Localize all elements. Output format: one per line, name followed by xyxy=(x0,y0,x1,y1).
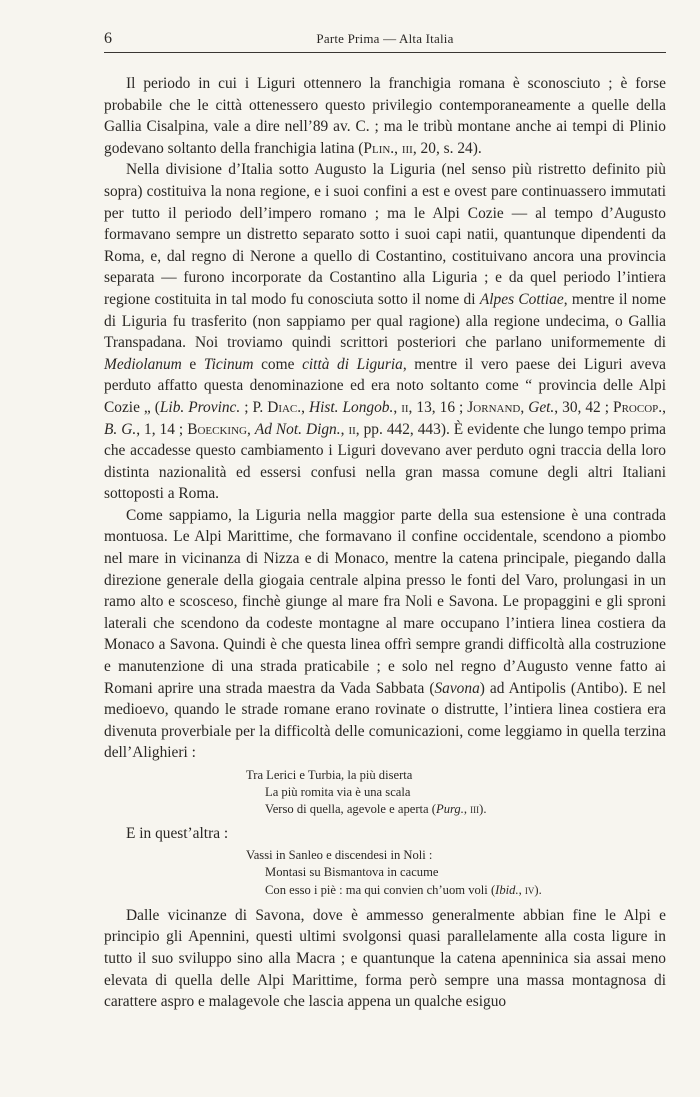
page-header xyxy=(104,26,666,48)
italic-text: Ad Not. Dign. xyxy=(254,420,341,438)
text-run: ; P. xyxy=(240,398,268,416)
text-run: e xyxy=(181,355,204,373)
text-run: , xyxy=(520,398,529,416)
italic-text: Purg. xyxy=(436,802,464,817)
page-number: 6 xyxy=(104,30,112,47)
text-run: Come sappiamo, la Liguria nella maggior parte della sua estensione è una contrada montuosa. Le Alpi Marittime, che formavano il confine occidentale, scendono a piombo nel mare in vicinanza di Nizza e di Monaco, mentre la catena principale, piegando dalla direzione generale della giogaia centrale alpina presso le fonti del Varo, prolungasi in un ramo alto e scosceso, finchè giunge al mare fra Noli e Savona. Le propaggini e gli sproni laterali che scendono da codeste montagne al mare occupano l’intiera linea costiera da Monaco a Savona. Quindi è che questa linea offrì sempre grandi difficoltà alla costruzione e manutenzione di una strada praticabile ; e solo nel regno d’Augusto venne fatto ai Romani aprire una strada maestra da Vada Sabbata ( xyxy=(104,506,666,697)
text-run: Il periodo in cui i Liguri ottennero la franchigia romana è sconosciuto ; è forse probabile che le città ottenessero questo privilegio contemporaneamente a quelle della Gallia Cisalpina, vale a dire nell’89 av. C. ; ma le tribù montane anche ai tempi di Plinio godevano soltanto della franchigia latina ( xyxy=(104,75,666,157)
text-run: Con esso i piè : ma qui convien ch’uom voli ( xyxy=(265,882,496,897)
text-run: , mentre il vero paese dei Liguri aveva perduto affatto questa denominazione ed era noto soltanto come “ provincia delle Alpi Cozie „ ( xyxy=(104,355,666,416)
text-run: , 13, 16 ; xyxy=(408,398,468,416)
small-caps-text: ii xyxy=(348,420,356,438)
paragraph xyxy=(104,73,666,159)
text-run: , xyxy=(246,420,255,438)
small-caps-text: iv xyxy=(524,882,535,897)
italic-text: B. G. xyxy=(104,420,137,438)
paragraph xyxy=(104,159,666,505)
small-caps-text: iii xyxy=(401,139,413,157)
small-caps-text: Procop. xyxy=(613,398,663,416)
verse-line xyxy=(246,801,666,818)
text-run: , xyxy=(301,398,309,416)
italic-text: Get. xyxy=(528,398,555,416)
text-run: Vassi in Sanleo e discendesi in Noli : xyxy=(246,848,433,863)
verse-line xyxy=(246,864,666,881)
text-run: , xyxy=(518,882,525,897)
small-caps-text: Boecking xyxy=(187,420,247,438)
italic-text: Lib. Provinc. xyxy=(159,398,241,416)
paragraph xyxy=(104,905,666,1013)
text-run: , xyxy=(340,420,349,438)
text-run: Dalle vicinanze di Savona, dove è ammesso generalmente abbian fine le Alpi e principio gli Apennini, questi ultimi svolgonsi quasi parallelamente alla costa ligure in tutto il suo sviluppo sino alla Macra ; e quantunque la catena apenninica sia assai meno elevata di quella delle Alpi Marittime, forma però sempre una massa montagnosa di carattere aspro e malagevole che lascia appena un qualche esiguo xyxy=(104,906,666,1011)
verse-intro: E in quest’altra : xyxy=(126,824,229,842)
italic-text: città di Liguria xyxy=(302,355,403,373)
text-run: , xyxy=(394,139,402,157)
small-caps-text: iii xyxy=(470,802,480,817)
small-caps-text: Plin. xyxy=(363,139,395,157)
italic-text: Alpes Cottiae xyxy=(479,290,564,308)
small-caps-text: ii xyxy=(401,398,409,416)
verse-quote xyxy=(246,847,666,899)
text-run: , 30, 42 ; xyxy=(554,398,614,416)
text-run: ). xyxy=(479,802,487,817)
header-rule xyxy=(104,52,666,53)
verse-quote xyxy=(246,767,666,819)
text-run: Nella divisione d’Italia sotto Augusto la Liguria (nel senso più ristretto definito più sopra) costituiva la nona regione, e i suoi confini a est e ovest pare continuassero immutati per tutto il periodo dell’impero romano ; ma le Alpi Cozie — al tempo d’Augusto formavano sempre un distretto separato sotto i suoi capi natii, quantunque dipendenti da Roma, e, dal regno di Nerone a quello di Costantino, costituivano ancora una provincia separata — furono incorporate da Costantino alla Liguria ; e da quel periodo l’intiera regione costituita in tal modo fu conosciuta sotto il nome di xyxy=(104,161,666,308)
italic-text: Mediolanum xyxy=(104,355,182,373)
text-run: , pp. 442, 443). È evidente che lungo tempo prima che accadesse questo cambiamento i Liguri dovevano aver perduto ogni traccia della loro distinta nazionalità ed essersi confusi nella gran massa comune degli altri Italiani sottoposti a Roma. xyxy=(104,420,667,503)
text-run: Montasi su Bismantova in cacume xyxy=(265,865,439,880)
small-caps-text: Jornand xyxy=(467,398,521,416)
text-run: , xyxy=(393,398,402,416)
text-run: La più romita via è una scala xyxy=(265,785,411,800)
running-title: Parte Prima — Alta Italia xyxy=(316,31,454,46)
italic-text: Hist. Longob. xyxy=(308,398,394,416)
text-run: ) ad Antipolis (Antibo). E nel medioevo, quando le strade romane erano rovinate o distrutte, l’intiera linea costiera era divenuta proverbiale per la difficoltà delle comunicazioni, come leggiamo in quella terzina dell’Alighieri : xyxy=(104,679,667,762)
text-run: , 1, 14 ; xyxy=(136,420,188,438)
verse-line xyxy=(246,847,666,864)
text-run: , 20, s. 24). xyxy=(412,139,482,157)
text-run: come xyxy=(253,355,303,373)
verse-line xyxy=(246,784,666,801)
italic-text: Ticinum xyxy=(203,355,254,373)
italic-text: Savona xyxy=(434,679,480,697)
text-run: ). xyxy=(534,882,542,897)
text-run: , xyxy=(662,398,666,416)
text-run: , mentre il nome di Liguria fu trasferito (non sappiamo per qual ragione) alla regione undecima, o Gallia Transpadana. Noi troviamo quindi scrittori posteriori che parlano uniformemente di xyxy=(104,290,667,352)
verse-line xyxy=(246,767,666,784)
small-caps-text: Diac. xyxy=(267,398,302,416)
verse-line xyxy=(246,882,666,899)
body-text xyxy=(104,73,666,1013)
text-run: , xyxy=(463,802,471,817)
text-run: Verso di quella, agevole e aperta ( xyxy=(265,802,436,817)
paragraph xyxy=(104,505,666,764)
text-run: Tra Lerici e Turbia, la più diserta xyxy=(246,768,413,782)
italic-text: Ibid. xyxy=(495,882,519,897)
